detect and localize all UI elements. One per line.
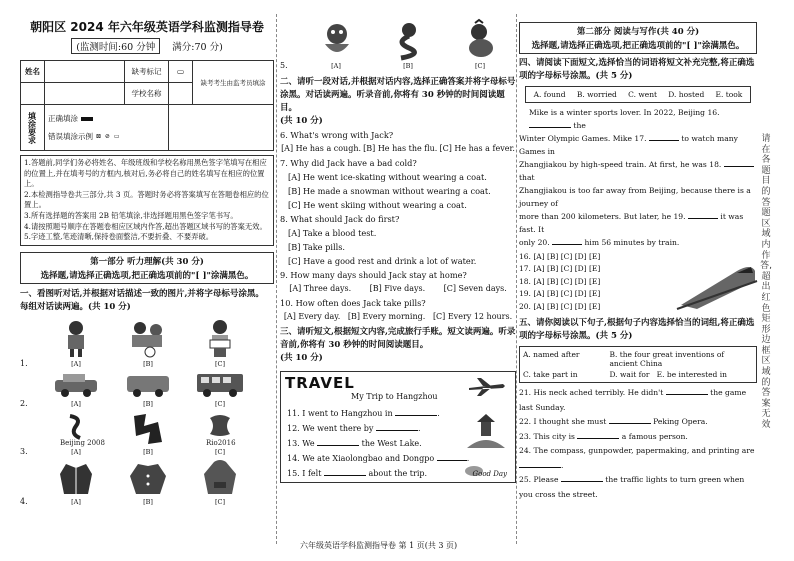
phrase-option: A. named after (523, 350, 580, 360)
note-2: 2.本检测指导卷共三部分,共 3 页。答题时务必将答案填写在答题卷相应的位置上。 (24, 189, 269, 210)
phrase-option: B. the four great inventions of ancient China (609, 350, 725, 369)
answer-option[interactable]: [C] Seven days. (443, 284, 507, 293)
word-option: A. found (533, 90, 566, 99)
column-right (519, 22, 757, 502)
answer-option[interactable]: [A] Three days. (289, 284, 352, 293)
good-day-text: Good Day (472, 470, 507, 478)
sentence-text: the game last Sunday. (519, 388, 747, 412)
sentence-25 (519, 473, 757, 502)
sentences-5 (519, 386, 757, 502)
school-field[interactable] (169, 83, 193, 105)
travel-journal-box (280, 371, 516, 483)
option-label[interactable]: [B] (143, 497, 153, 506)
option-label[interactable]: [A] (71, 399, 81, 408)
answer-blank[interactable] (395, 407, 437, 416)
answer-blank[interactable] (376, 422, 418, 431)
sentence-21 (519, 386, 757, 415)
passage-text: Winter Olympic Games. Mike 17. (519, 134, 647, 143)
option-picture[interactable] (184, 412, 256, 456)
sentence-23 (519, 430, 757, 445)
answer-option[interactable]: [B] He has the flu. (363, 144, 438, 153)
part2-desc: 选择题,请选择正确选项,把正确选项前的"[ ]"涂满黑色。 (531, 41, 745, 51)
bus-icon (195, 372, 245, 398)
option-label[interactable]: [B] (143, 359, 153, 368)
phrase-option: D. wait for (609, 370, 650, 380)
option-label[interactable]: [B] (403, 62, 413, 70)
sentence-text: . (561, 460, 564, 470)
bubble-num: 16. (519, 252, 531, 261)
answer-blank[interactable] (317, 437, 359, 446)
answer-blank[interactable] (577, 430, 619, 439)
option-label[interactable]: [C] (214, 359, 226, 368)
class-field[interactable] (45, 83, 125, 105)
taxi-icon (51, 372, 101, 398)
sentence-22 (519, 415, 757, 430)
passage-line (519, 132, 757, 158)
answer-option[interactable]: [B] Five days. (369, 284, 426, 293)
option-label[interactable]: [C] (474, 62, 486, 70)
option-picture[interactable] (112, 412, 184, 456)
student-info-table (20, 60, 274, 151)
passage-text: only 20. (519, 238, 550, 247)
barcode-area (169, 105, 274, 151)
section4-intro: 四、请阅读下面短文,选择恰当的词语将短文补充完整,将正确选项的字母标号涂黑。(共 5 分) (519, 58, 755, 81)
option-picture[interactable] (40, 318, 112, 368)
question-6 (280, 128, 516, 156)
question-8 (280, 212, 516, 268)
answer-option[interactable]: [C] Have a good rest and drink a lot of water. (288, 256, 477, 266)
line-text: 11. I went to Hangzhou in (287, 409, 393, 418)
word-option: D. hosted (668, 90, 705, 99)
pic-row-3 (20, 412, 274, 456)
note-5: 5.字迹工整,笔迹清晰,保持卷面整洁,不要折叠、不要弄破。 (24, 232, 214, 242)
hoodie-icon (200, 460, 240, 496)
bubble-options[interactable]: [A] [B] [C] [D] [E] (533, 276, 601, 286)
section2-intro: 二、请听一段对话,并根据对话内容,选择正确答案并将字母标号涂黑。对话读两遍。听录音前,你将有 30 秒钟的时间阅读题目。 (280, 77, 516, 113)
side-warning: 请在各题目的答题区域内作答,超出红色矩形边框区域的答案无效 (760, 134, 772, 431)
pic-row-2 (20, 372, 274, 408)
van-icon (123, 372, 173, 398)
column-middle (280, 18, 516, 483)
pic-row-number: 2. (20, 398, 28, 408)
absent-mark-box[interactable]: ▭ (169, 61, 193, 83)
girl-with-ball-icon (56, 318, 96, 358)
sentence-text: 21. His neck ached terribly. He didn't (519, 388, 664, 398)
pic-row-number: 1. (20, 358, 28, 368)
instructions-box (20, 155, 274, 246)
sentence-text: 25. Please (519, 475, 559, 485)
options-row (280, 142, 516, 156)
option-label[interactable]: [B] (143, 447, 153, 456)
suit-jacket-icon (56, 460, 96, 496)
rio-2016-logo-icon (200, 412, 240, 446)
bubble-num: 17. (519, 264, 531, 274)
sentence-24 (519, 444, 757, 473)
line-text: 12. We went there by (287, 424, 374, 433)
name-field[interactable] (45, 61, 125, 83)
exam-title: 朝阳区 2024 年六年级英语学科监测指导卷 (30, 20, 264, 34)
passage-line (519, 210, 757, 236)
reading-passage (519, 106, 757, 249)
part2-title: 第二部分 阅读与写作(共 40 分) (576, 27, 700, 37)
option-label[interactable]: [A] (71, 497, 81, 506)
answer-blank[interactable] (649, 132, 679, 141)
passage-line (519, 184, 757, 210)
coat-icon (128, 460, 168, 496)
column-divider (516, 14, 517, 544)
answer-option[interactable]: [A] He went ice-skating without wearing a coat. (288, 172, 487, 182)
line-text: . (466, 454, 470, 463)
airplane-icon (467, 376, 507, 396)
answer-option[interactable]: [B] Every morning. (347, 312, 426, 321)
option-picture[interactable] (184, 318, 256, 368)
passage-text: to watch many Games in (519, 134, 738, 156)
wrong-fill-marks: ⊠ ⊘ ▭ (96, 133, 121, 140)
london-2012-logo-icon (128, 412, 168, 446)
column-left (20, 18, 274, 506)
option-label[interactable]: [B] (143, 399, 153, 408)
passage-text: it was fast. It (519, 212, 744, 234)
part1-header (20, 252, 274, 284)
option-picture[interactable] (184, 460, 256, 506)
note-1: 1.答题前,同学们务必将姓名、年级班级和学校名称用黑色签字笔填写在相应的位置上,并在填考号的方框内,核对后,务必将自己的姓名填写在相应的位置上。 (24, 158, 267, 189)
passage-text: Zhangjiakou by high-speed train. At first, he was 18. (519, 160, 722, 169)
option-picture[interactable] (40, 412, 112, 456)
phrase-option-row (609, 370, 753, 379)
question-text: 6. What's wrong with Jack? (280, 130, 394, 140)
high-speed-train-icon (677, 251, 757, 311)
sentence-text: the traffic lights to turn green when you cross the street. (519, 475, 745, 499)
column-divider (276, 14, 277, 544)
option-picture[interactable] (184, 372, 256, 408)
sentence-text: Peking Opera. (653, 417, 708, 427)
time-label: (监测时间:60 分钟 (71, 38, 160, 54)
answer-option[interactable]: [A] He has a cough. (281, 144, 362, 153)
bubble-num: 19. (519, 289, 531, 299)
answer-option[interactable]: [B] Take pills. (288, 242, 346, 252)
journal-title: My Trip to Hangzhou (351, 392, 438, 401)
option-picture[interactable] (112, 460, 184, 506)
answer-option[interactable]: [C] He went skiing without wearing a coat. (288, 200, 467, 210)
sentence-text: 24. The compass, gunpowder, papermaking, and printing are (519, 446, 755, 456)
note-4: 4.请按照题号顺序在答题卷相应区域内作答,超出答题区域书写的答案无效。 (24, 221, 267, 231)
line-text: 15. I felt (287, 469, 322, 478)
line-text: . (437, 409, 440, 418)
question-7 (280, 156, 516, 212)
name-label: 姓名 (21, 61, 45, 83)
option-picture[interactable] (112, 318, 184, 368)
question-text: 8. What should Jack do first? (280, 214, 400, 224)
sentence-text: 23. This city is (519, 431, 575, 441)
option-label[interactable]: [C] (214, 447, 226, 456)
option-picture[interactable] (40, 460, 112, 506)
line-text: about the trip. (368, 469, 428, 478)
section1-intro-2: 每组对话读两遍。(共 10 分) (20, 301, 131, 312)
answer-option[interactable]: [A] Every day. (283, 312, 341, 321)
svg-text:Beijing 2008: Beijing 2008 (60, 438, 105, 447)
bubble-options[interactable]: [A] [B] [C] [D] [E] (533, 252, 601, 261)
sentence-text: 22. I thought she must (519, 417, 607, 427)
answer-blank[interactable] (552, 236, 582, 245)
score-label: 满分:70 分) (172, 42, 223, 53)
fill-req-label: 填涂要求 (21, 105, 45, 151)
options-row (280, 310, 516, 324)
passage-line (519, 236, 757, 249)
option-label[interactable]: [A] (71, 359, 81, 368)
answer-option[interactable]: [B] He made a snowman without wearing a coat. (288, 186, 491, 196)
correct-fill-label: 正确填涂 (48, 114, 78, 123)
class-label (21, 83, 45, 105)
exam-subtitle (20, 38, 274, 54)
bubble-num: 20. (519, 301, 531, 311)
answer-blank[interactable] (529, 119, 571, 128)
line-text: 14. We ate Xiaolongbao and Dongpo (287, 454, 435, 463)
children-playing-icon (126, 318, 170, 358)
svg-text:Rio2016: Rio2016 (206, 438, 236, 447)
section2-score: (共 10 分) (280, 116, 323, 126)
word-bank-5 (519, 346, 757, 383)
word-option: B. worried (576, 90, 617, 99)
line-text: 13. We (287, 439, 315, 448)
question-text: 9. How many days should Jack stay at home? (280, 270, 467, 280)
option-label[interactable]: [C] (214, 399, 226, 408)
passage-text: that (519, 173, 535, 182)
part1-title: 第一部分 听力理解(共 30 分) (90, 256, 204, 267)
line-text: . (418, 424, 421, 433)
correct-fill-mark (81, 117, 93, 121)
section3-score: (共 10 分) (280, 353, 323, 363)
passage-line (519, 106, 757, 132)
word-option: C. went (628, 90, 658, 99)
wrong-fill-label: 错误填涂示例 (48, 132, 93, 141)
pic-row-5 (280, 20, 516, 70)
note-3: 3.所有选择题的答案用 2B 铅笔填涂,非选择题用黑色签字笔书写。 (24, 210, 238, 220)
passage-text: Mike is a winter sports lover. In 2022, Beijing 16. (529, 108, 720, 117)
absent-fill-note: 缺考考生由监考员填涂 (193, 61, 274, 105)
option-picture[interactable] (372, 20, 444, 70)
passage-text: more than 200 kilometers. But later, he 19. (519, 212, 686, 221)
answer-option[interactable]: [C] Every 12 hours. (432, 312, 513, 321)
bubble-options[interactable]: [A] [B] [C] [D] [E] (533, 301, 601, 311)
answer-blank[interactable] (437, 452, 467, 461)
option-label[interactable]: [A] (331, 62, 341, 70)
answer-option[interactable]: [A] Take a blood test. (288, 228, 377, 238)
pagoda-icon (463, 412, 509, 452)
pic-row-number: 5. (280, 61, 288, 70)
answer-blank[interactable] (666, 386, 708, 395)
part1-desc: 选择题,请选择正确选项,把正确选项前的"[ ]"涂满黑色。 (40, 270, 254, 281)
travel-heading: TRAVEL (285, 374, 355, 392)
page-footer: 六年级英语学科监测指导卷 第 1 页(共 3 页) (300, 541, 458, 550)
word-bank-4 (525, 86, 751, 103)
answer-blank[interactable] (561, 473, 603, 482)
options-row (280, 282, 516, 296)
answer-blank[interactable] (324, 467, 366, 476)
bubble-options[interactable]: [A] [B] [C] [D] [E] (533, 264, 601, 274)
word-option: E. took (715, 90, 743, 99)
phrase-option: E. be interested in (656, 370, 727, 380)
question-text: 10. How often does Jack take pills? (280, 298, 426, 308)
answer-blank[interactable] (519, 459, 564, 470)
pic-row-1 (20, 318, 274, 368)
pic-row-4 (20, 460, 274, 506)
answer-blank[interactable] (688, 210, 718, 219)
option-label[interactable]: [A] (71, 447, 81, 456)
option-label[interactable]: [C] (214, 497, 226, 506)
boy-reading-icon (200, 318, 240, 358)
bubble-options[interactable]: [A] [B] [C] [D] [E] (533, 289, 601, 299)
phrase-option: C. take part in (523, 370, 578, 380)
answer-blank[interactable] (609, 415, 651, 424)
passage-text: Zhangjiakou is too far away from Beijing, because there is a journey of (519, 186, 751, 208)
passage-text: the (573, 121, 586, 130)
question-text: 7. Why did Jack have a bad cold? (280, 158, 417, 168)
question-9 (280, 268, 516, 296)
pic-row-number: 3. (20, 446, 28, 456)
line-text: the West Lake. (361, 439, 422, 448)
absent-mark-label: 缺考标记 (125, 61, 169, 83)
passage-line (519, 158, 757, 184)
option-picture[interactable] (40, 372, 112, 408)
option-picture[interactable] (112, 372, 184, 408)
answer-blank[interactable] (724, 158, 754, 167)
school-label: 学校名称 (125, 83, 169, 105)
pic-row-number: 4. (20, 496, 28, 506)
section5-intro: 五、请你阅读以下句子,根据句子内容选择恰当的词组,将正确选项的字母标号涂黑。(共 5 分) (519, 318, 755, 342)
answer-bubbles-4 (519, 251, 757, 313)
section1-intro: 一、看图听对话,并根据对话描述一致的图片,并将字母标号涂黑。 (20, 288, 264, 299)
rooster-icon (459, 20, 501, 60)
option-picture[interactable] (444, 20, 516, 70)
option-picture[interactable] (300, 20, 372, 70)
snake-icon (387, 20, 429, 60)
bubble-num: 18. (519, 276, 531, 286)
question-10 (280, 296, 516, 324)
passage-text: him 56 minutes by train. (584, 238, 680, 247)
beijing-2008-logo-icon (56, 412, 105, 447)
section3-intro: 三、请听短文,根据短文内容,完成旅行手账。短文读两遍。听录音前,你将有 30 秒钟的时间阅读题目。 (280, 327, 516, 350)
dragon-icon (315, 20, 357, 60)
part2-header (519, 22, 757, 54)
sentence-text: a famous person. (621, 431, 688, 441)
fill-examples (45, 105, 169, 151)
answer-option[interactable]: [C] He has a fever. (439, 144, 515, 153)
